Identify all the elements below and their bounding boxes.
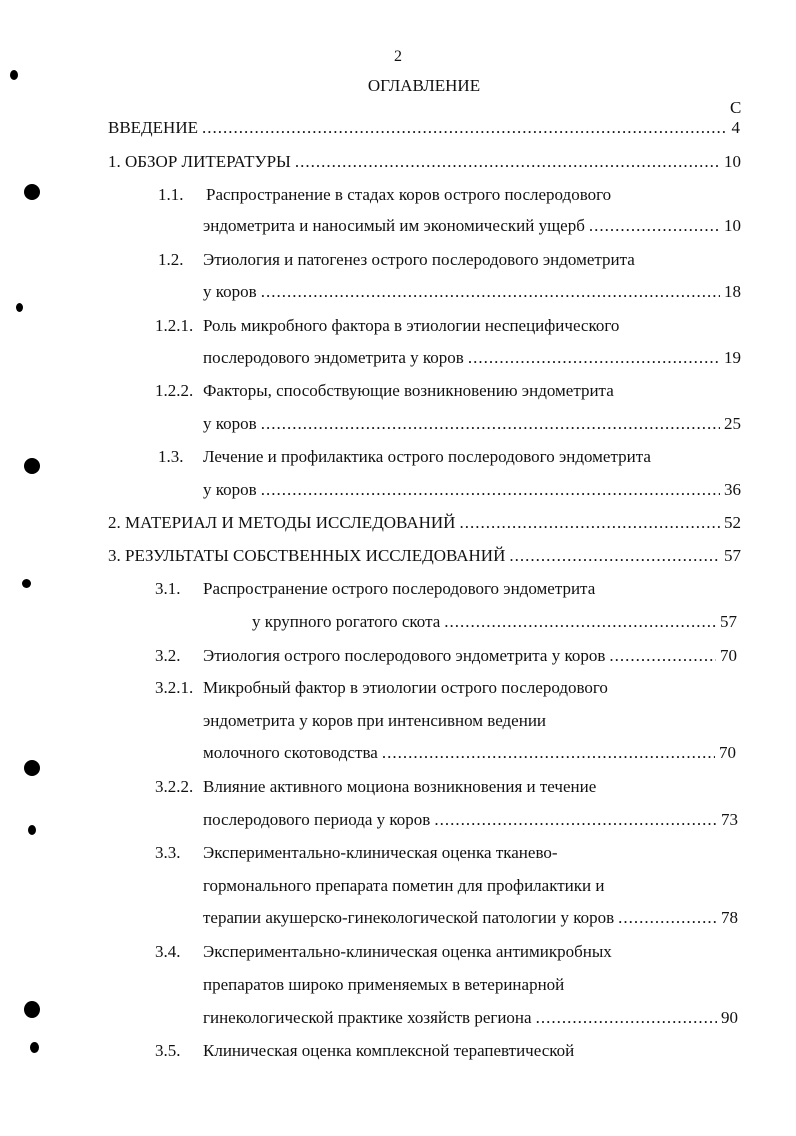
page-number: 2	[394, 48, 402, 65]
toc-entry-page: 19	[724, 348, 741, 367]
toc-entry-number: 2.	[108, 513, 121, 532]
toc-entry-title: РЕЗУЛЬТАТЫ СОБСТВЕННЫХ ИССЛЕДОВАНИЙ	[125, 546, 506, 565]
toc-entry-title: у коров	[203, 414, 257, 433]
toc-entry-page: 10	[724, 152, 741, 171]
toc-entry-s3-3[interactable]	[203, 908, 738, 930]
toc-leader-dots	[261, 282, 720, 302]
toc-entry-title: МАТЕРИАЛ И МЕТОДЫ ИССЛЕДОВАНИЙ	[125, 513, 456, 532]
toc-entry-title: Этиология острого послеродового эндометрита у коров	[203, 646, 606, 665]
toc-entry-number: 3.3.	[155, 843, 181, 862]
toc-entry-title: гинекологической практике хозяйств региона	[203, 1008, 532, 1027]
toc-entry-s3[interactable]	[108, 546, 741, 568]
toc-entry-title[interactable]: Распространение острого послеродового эндометрита	[203, 579, 596, 598]
toc-entry-title: у коров	[203, 480, 257, 499]
toc-entry-number: 1.2.1.	[155, 316, 194, 335]
toc-entry-number: 1.3.	[158, 447, 184, 466]
toc-entry-number: 1.1.	[158, 185, 184, 204]
toc-entry-title: у коров	[203, 282, 257, 301]
toc-entry-s1-2[interactable]	[203, 282, 741, 304]
binder-hole-mark	[30, 1042, 39, 1053]
toc-entry-title[interactable]: Влияние активного моциона возникновения и течение	[203, 777, 597, 796]
toc-entry-title: послеродового периода у коров	[203, 810, 431, 829]
toc-leader-dots	[295, 152, 720, 172]
toc-entry-number: 3.2.2.	[155, 777, 194, 796]
toc-entry-title[interactable]: Экспериментально-клиническая оценка антимикробных	[203, 942, 612, 961]
toc-entry-intro[interactable]	[108, 118, 740, 140]
toc-leader-dots	[261, 480, 720, 500]
toc-entry-title[interactable]: Распространение в стадах коров острого послеродового	[206, 185, 612, 204]
toc-entry-title[interactable]: Лечение и профилактика острого послеродового эндометрита	[203, 447, 651, 466]
binder-hole-mark	[22, 579, 31, 588]
toc-entry-number: 3.1.	[155, 579, 181, 598]
toc-entry-s1-1[interactable]	[203, 216, 741, 238]
toc-entry-title: молочного скотоводства	[203, 743, 378, 762]
toc-entry-s1-3[interactable]	[203, 480, 741, 502]
toc-leader-dots	[509, 546, 720, 566]
toc-entry-s2[interactable]	[108, 513, 741, 535]
toc-entry-number: 1.2.2.	[155, 381, 194, 400]
toc-entry-title[interactable]: эндометрита у коров при интенсивном ведении	[203, 711, 547, 730]
toc-entry-page: 70	[720, 646, 737, 665]
toc-entry-page: 52	[724, 513, 741, 532]
toc-entry-number: 3.2.1.	[155, 678, 194, 697]
toc-entry-s3-2-1[interactable]	[203, 743, 736, 765]
toc-leader-dots	[609, 646, 716, 666]
toc-entry-number: 3.5.	[155, 1041, 181, 1060]
toc-entry-title[interactable]: Клиническая оценка комплексной терапевтической	[203, 1041, 575, 1060]
toc-leader-dots	[536, 1008, 717, 1028]
toc-entry-page: 73	[721, 810, 738, 829]
toc-entry-s3-2[interactable]	[203, 646, 737, 668]
toc-entry-title[interactable]: Этиология и патогенез острого послеродового эндометрита	[203, 250, 635, 269]
toc-entry-page: 25	[724, 414, 741, 433]
toc-entry-page: 57	[724, 546, 741, 565]
toc-entry-title[interactable]: Микробный фактор в этиологии острого послеродового	[203, 678, 608, 697]
toc-leader-dots	[589, 216, 720, 236]
toc-entry-title: у крупного рогатого скота	[252, 612, 441, 631]
toc-entry-title: послеродового эндометрита у коров	[203, 348, 464, 367]
toc-entry-title[interactable]: Роль микробного фактора в этиологии неспецифического	[203, 316, 620, 335]
toc-entry-s1[interactable]	[108, 152, 741, 174]
toc-leader-dots	[261, 414, 720, 434]
toc-entry-number: 3.	[108, 546, 121, 565]
toc-entry-page: 4	[731, 118, 740, 137]
toc-entry-page: 70	[719, 743, 736, 762]
toc-entry-number: 3.2.	[155, 646, 181, 665]
binder-hole-mark	[28, 825, 36, 835]
toc-leader-dots	[444, 612, 716, 632]
toc-entry-page: 18	[724, 282, 741, 301]
page-title: ОГЛАВЛЕНИЕ	[367, 76, 481, 95]
toc-entry-s1-2-1[interactable]	[203, 348, 741, 370]
toc-entry-number: 1.	[108, 152, 121, 171]
toc-leader-dots	[382, 743, 715, 763]
binder-hole-mark	[16, 303, 23, 312]
toc-leader-dots	[618, 908, 717, 928]
toc-leader-dots	[459, 513, 720, 533]
toc-leader-dots	[202, 118, 728, 138]
page-column-header: С	[730, 98, 742, 117]
toc-entry-page: 57	[720, 612, 737, 631]
toc-entry-s3-1[interactable]	[252, 612, 737, 634]
toc-entry-title: ВВЕДЕНИЕ	[108, 118, 198, 137]
toc-entry-title[interactable]: Экспериментально-клиническая оценка тканево-	[203, 843, 558, 862]
toc-entry-page: 78	[721, 908, 738, 927]
toc-entry-title[interactable]: Факторы, способствующие возникновению эндометрита	[203, 381, 614, 400]
toc-entry-title[interactable]: препаратов широко применяемых в ветеринарной	[203, 975, 565, 994]
binder-hole	[24, 1001, 40, 1018]
toc-entry-s1-2-2[interactable]	[203, 414, 741, 436]
binder-hole	[24, 760, 40, 776]
toc-entry-number: 3.4.	[155, 942, 181, 961]
toc-entry-title[interactable]: гормонального препарата пометин для профилактики и	[203, 876, 605, 895]
toc-entry-s3-4[interactable]	[203, 1008, 738, 1030]
toc-entry-page: 10	[724, 216, 741, 235]
toc-entry-title: терапии акушерско-гинекологической патологии у коров	[203, 908, 615, 927]
toc-leader-dots	[434, 810, 717, 830]
binder-hole	[24, 184, 40, 200]
toc-entry-page: 90	[721, 1008, 738, 1027]
toc-entry-number: 1.2.	[158, 250, 184, 269]
toc-leader-dots	[468, 348, 720, 368]
toc-entry-s3-2-2[interactable]	[203, 810, 738, 832]
toc-entry-title: ОБЗОР ЛИТЕРАТУРЫ	[125, 152, 291, 171]
binder-hole	[24, 458, 40, 474]
toc-entry-title: эндометрита и наносимый им экономический ущерб	[203, 216, 585, 235]
toc-entry-page: 36	[724, 480, 741, 499]
